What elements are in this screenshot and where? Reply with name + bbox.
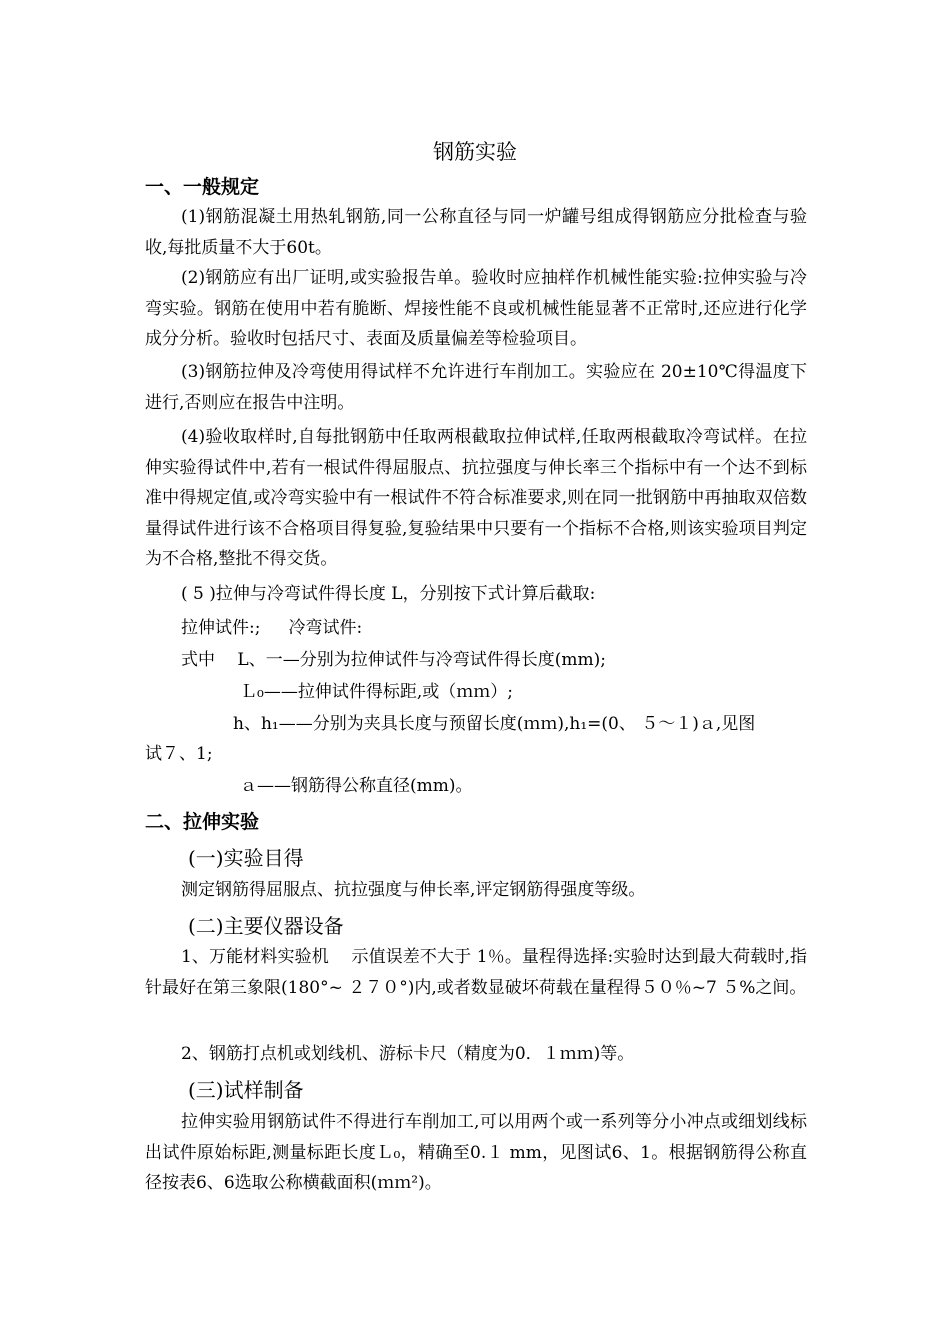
purpose-text: 测定钢筋得屈服点、抗拉强度与伸长率,评定钢筋得强度等级。	[181, 880, 646, 900]
paragraph-4: (4)验收取样时,自每批钢筋中任取两根截取拉伸试样,任取两根截取冷弯试样。在拉伸实验得试件中,若有一根试件得屈服点、抗拉强度与伸长率三个指标中有一个达不到标准中得规定值,或冷弯实验中有一根试件不符合标准要求,则在同一批钢筋中再抽取双倍数量得试件进行该不合格项目得复验,复验结果中只要有一个指标不合格,则该实验项目判定为不合格,整批不得交货。	[145, 427, 807, 569]
formula-explanation-L: 式中 L、一—分别为拉伸试件与冷弯试件得长度(mm);	[181, 650, 606, 670]
tensile-specimen-label: 拉伸试件:;	[181, 618, 261, 638]
section-heading-tensile: 二、拉伸实验	[145, 811, 260, 833]
subheading-specimen-prep: (三)试样制备	[188, 1078, 304, 1102]
subheading-equipment: (二)主要仪器设备	[188, 914, 344, 938]
subheading-purpose: (一)实验目得	[188, 846, 304, 870]
formula-explanation-L0: Ｌ₀——拉伸试件得标距,或（ｍｍ）;	[240, 682, 513, 702]
bend-specimen-label: 冷弯试件:	[288, 618, 363, 638]
formula-explanation-h-cont: 试７、1;	[145, 744, 213, 764]
specimen-labels-row	[181, 613, 362, 644]
paragraph-1: (1)钢筋混凝土用热轧钢筋,同一公称直径与同一炉罐号组成得钢筋应分批检查与验收,每批质量不大于60t。	[145, 207, 807, 258]
equipment-paragraph-2: 2、钢筋打点机或划线机、游标卡尺（精度为0．１ｍｍ)等。	[181, 1044, 635, 1064]
paragraph-2: (2)钢筋应有出厂证明,或实验报告单。验收时应抽样作机械性能实验:拉伸实验与冷弯实验。钢筋在使用中若有脆断、焊接性能不良或机械性能显著不正常时,还应进行化学成分分析。验收时包括尺寸、表面及质量偏差等检验项目。	[145, 268, 807, 349]
paragraph-3: (3)钢筋拉伸及冷弯使用得试样不允许进行车削加工。实验应在 20±10℃得温度下进行,否则应在报告中注明。	[145, 362, 807, 413]
formula-explanation-a: ａ——钢筋得公称直径(mm)。	[240, 776, 473, 796]
equipment-paragraph-1: 1、万能材料实验机 示值误差不大于 1％。量程得选择:实验时达到最大荷载时,指针最好在第三象限(180°~ ２７０°)内,或者数显破坏荷载在量程得５０％~7 ５%之间。	[145, 947, 807, 998]
formula-explanation-h: h、h₁——分别为夹具长度与预留长度(ｍｍ),h₁=(0、 ５～１)ａ,见图	[233, 714, 756, 734]
specimen-prep-paragraph: 拉伸实验用钢筋试件不得进行车削加工,可以用两个或一系列等分小冲点或细划线标出试件原始标距,测量标距长度Ｌ₀，精确至0.１ mm，见图试6、1。根据钢筋得公称直径按表6、6选取公称横截面积(ｍｍ²)。	[145, 1112, 807, 1193]
section-heading-general: 一、一般规定	[145, 176, 260, 198]
paragraph-5: ( 5 )拉伸与冷弯试件得长度 L，分别按下式计算后截取:	[181, 584, 596, 604]
document-title: 钢筋实验	[433, 140, 517, 164]
